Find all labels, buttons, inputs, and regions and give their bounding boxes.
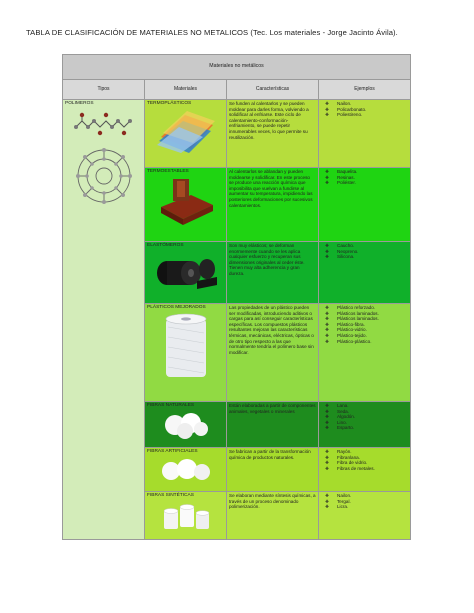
material-cell xyxy=(145,242,227,304)
material-cell xyxy=(145,402,227,448)
ejemplos-cell xyxy=(319,242,411,304)
material-label: TERMOPLÁSTICOS xyxy=(147,101,192,106)
document-title: TABLA DE CLASIFICACIÓN DE MATERIALES NO METALICOS (Tec. Los materiales - Jorge Jacinto Ávila). xyxy=(26,28,398,37)
caracteristicas-cell: Al calentarlos se ablandan y pueden moldearse y solidificar. En este proceso se produce una reacción química que imposibilita que vuelvan a fundirse al aumentar su temperatura, impidiendo las posteriores deformaciones por sucesivos calentamientos. xyxy=(227,168,319,242)
list-item: ❖ Seda. xyxy=(325,409,408,415)
list-item: ❖ Lana. xyxy=(325,403,408,409)
list-item: ❖ Plástico-vidrio. xyxy=(325,327,408,333)
list-item: ❖ Resinas. xyxy=(325,175,408,181)
rubber-rolls-icon xyxy=(153,251,219,289)
ejemplos-cell xyxy=(319,402,411,448)
list-item: ❖ Rayón. xyxy=(325,449,408,455)
list-item: ❖ Nailon. xyxy=(325,493,408,499)
list-item: ❖ Fibranlana. xyxy=(325,455,408,461)
list-item: ❖ Algodón. xyxy=(325,414,408,420)
material-label: ELASTÓMEROS xyxy=(147,243,184,248)
tipo-label: POLIMEROS xyxy=(65,101,94,106)
tipo-cell xyxy=(63,100,145,540)
ejemplos-cell xyxy=(319,168,411,242)
ejemplos-cell xyxy=(319,448,411,492)
material-cell xyxy=(145,492,227,540)
caracteristicas-cell: Se funden al calentarlos y se pueden moldear para darles forma, volviendo a solidificar al enfriarse. Este ciclo de calentamiento-conformación- enfriamiento, se puede repetir innumerables veces, lo que permite su reutilización. xyxy=(227,100,319,168)
list-item: ❖ Tergal. xyxy=(325,499,408,505)
cotton-balls-icon xyxy=(161,411,211,439)
fullerene-molecule-icon xyxy=(73,145,135,207)
list-item: ❖ Poliestireno. xyxy=(325,112,408,118)
material-label: FIBRAS NATURALES xyxy=(147,403,195,408)
material-label: FIBRAS ARTIFICIALES xyxy=(147,449,198,454)
column-header-tipos: Tipos xyxy=(63,80,145,100)
fiber-wads-icon xyxy=(159,457,213,483)
caracteristicas-cell: Se fabrican a partir de la transformación química de productos naturales. xyxy=(227,448,319,492)
list-item: ❖ Silicona. xyxy=(325,254,408,260)
list-item: ❖ Esparto. xyxy=(325,425,408,431)
ejemplos-cell xyxy=(319,492,411,540)
column-header-caracteristicas: Características xyxy=(227,80,319,100)
list-item: ❖ Licra. xyxy=(325,504,408,510)
list-item: ❖ Plástico-tejido. xyxy=(325,333,408,339)
list-item: ❖ Fibras de metales. xyxy=(325,466,408,472)
caracteristicas-cell: Están elaboradas a partir de componentes animales, vegetales o minerales xyxy=(227,402,319,448)
list-item: ❖ Neopreno. xyxy=(325,249,408,255)
bakelite-block-icon xyxy=(155,177,217,229)
material-label: TERMOESTABLES xyxy=(147,169,189,174)
material-label: PLÁSTICOS MEJORADOS xyxy=(147,305,206,310)
column-header-materiales: Materiales xyxy=(145,80,227,100)
list-item: ❖ Plástico-fibra. xyxy=(325,322,408,328)
synthetic-spools-icon xyxy=(158,501,214,531)
list-item: ❖ Baquelita. xyxy=(325,169,408,175)
material-cell xyxy=(145,168,227,242)
caracteristicas-cell: Se elaboran mediante síntesis químicas, a través de un proceso denominado polimerización. xyxy=(227,492,319,540)
polymer-chain-icon xyxy=(72,109,136,143)
list-item: ❖ Plásticos laminados. xyxy=(325,311,408,317)
list-item: ❖ Poliéster. xyxy=(325,180,408,186)
column-header-ejemplos: Ejemplos xyxy=(319,80,411,100)
material-cell xyxy=(145,304,227,402)
plastic-sheets-icon xyxy=(155,109,217,153)
material-cell xyxy=(145,100,227,168)
caracteristicas-cell: Las propiedades de un plástico pueden ser modificadas, introduciendo aditivos o cargas para así conseguir características específicas. Los compuestos plásticos resultantes mejoran las características térmicas, mecánicas, eléctricas, ópticas o de otro tipo respecto a las que normalmente tendría el polímero base sin modificar. xyxy=(227,304,319,402)
list-item: ❖ Nailon. xyxy=(325,101,408,107)
material-label: FIBRAS SINTÉTICAS xyxy=(147,493,194,498)
list-item: ❖ Plástico reforzado. xyxy=(325,305,408,311)
material-cell xyxy=(145,448,227,492)
list-item: ❖ Plásticos laminados. xyxy=(325,316,408,322)
list-item: ❖ Caucho. xyxy=(325,243,408,249)
caracteristicas-cell: Son muy elásticos; se deforman enormemente cuando se les aplica cualquier esfuerzo y recuperan sus dimensiones originales al ceder éste. Tienen muy alta adherencia y gran dureza. xyxy=(227,242,319,304)
ejemplos-cell xyxy=(319,100,411,168)
table-header: Materiales no metálicos xyxy=(63,55,411,80)
classification-table xyxy=(62,54,411,540)
list-item: ❖ Plástico-plástico. xyxy=(325,339,408,345)
table-row xyxy=(63,100,411,168)
list-item: ❖ Lino. xyxy=(325,420,408,426)
fiber-spool-icon xyxy=(158,313,214,383)
ejemplos-cell xyxy=(319,304,411,402)
list-item: ❖ Fibra de vidrio. xyxy=(325,460,408,466)
list-item: ❖ Policarbonato. xyxy=(325,107,408,113)
